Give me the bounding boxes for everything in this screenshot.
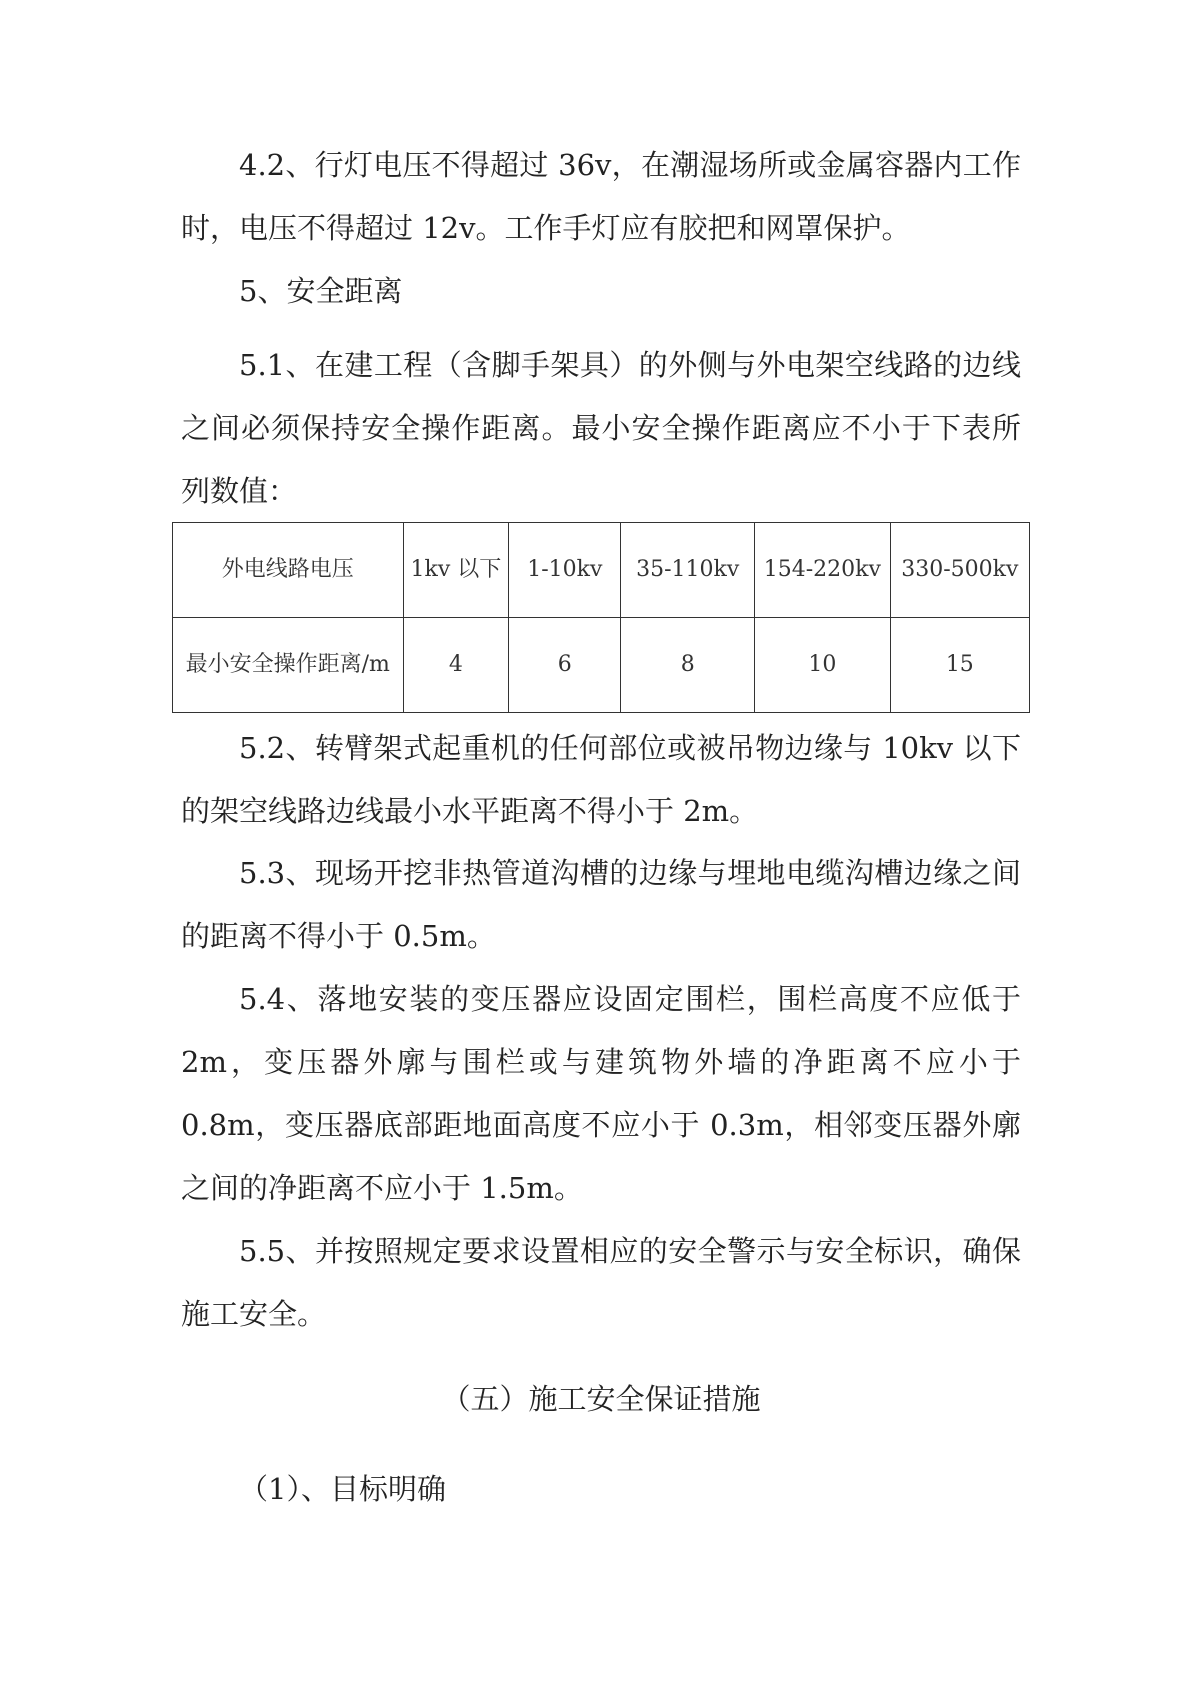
paragraph-4-2: 4.2、行灯电压不得超过 36v，在潮湿场所或金属容器内工作时，电压不得超过 12v。工作手灯应有胶把和网罩保护。: [181, 148, 1021, 245]
table-cell: 15: [890, 618, 1029, 713]
safety-distance-table: [172, 522, 1030, 713]
table-cell: 最小安全操作距离/m: [173, 618, 404, 713]
table-cell: 8: [621, 618, 755, 713]
table-cell: 10: [755, 618, 891, 713]
table-row: [173, 618, 1030, 713]
paragraph-5-5: 5.5、并按照规定要求设置相应的安全警示与安全标识，确保施工安全。: [181, 1234, 1021, 1331]
paragraph-5-4: 5.4、落地安装的变压器应设固定围栏，围栏高度不应低于 2m，变压器外廓与围栏或与建筑物外墙的净距离不应小于 0.8m，变压器底部距地面高度不应小于 0.3m，相邻变压器外廓之间的净距离不应小于 1.5m。: [181, 982, 1021, 1205]
paragraph-5-2: 5.2、转臂架式起重机的任何部位或被吊物边缘与 10kv 以下的架空线路边线最小水平距离不得小于 2m。: [181, 731, 1021, 828]
section-title: （五）施工安全保证措施: [441, 1382, 761, 1416]
table-cell: 1-10kv: [509, 523, 621, 618]
paragraph-5-1: 5.1、在建工程（含脚手架具）的外侧与外电架空线路的边线之间必须保持安全操作距离。最小安全操作距离应不小于下表所列数值：: [181, 348, 1021, 508]
table-cell: 330-500kv: [890, 523, 1029, 618]
table-header-row: [173, 523, 1030, 618]
table-cell: 154-220kv: [755, 523, 891, 618]
table-cell: 4: [403, 618, 509, 713]
paragraph-5-3: 5.3、现场开挖非热管道沟槽的边缘与埋地电缆沟槽边缘之间的距离不得小于 0.5m。: [181, 856, 1021, 953]
table-cell: 35-110kv: [621, 523, 755, 618]
heading-safety-distance: 5、安全距离: [239, 274, 403, 308]
item-goal-clear: （1）、目标明确: [239, 1472, 446, 1506]
table-cell: 外电线路电压: [173, 523, 404, 618]
table-cell: 1kv 以下: [403, 523, 509, 618]
table-cell: 6: [509, 618, 621, 713]
